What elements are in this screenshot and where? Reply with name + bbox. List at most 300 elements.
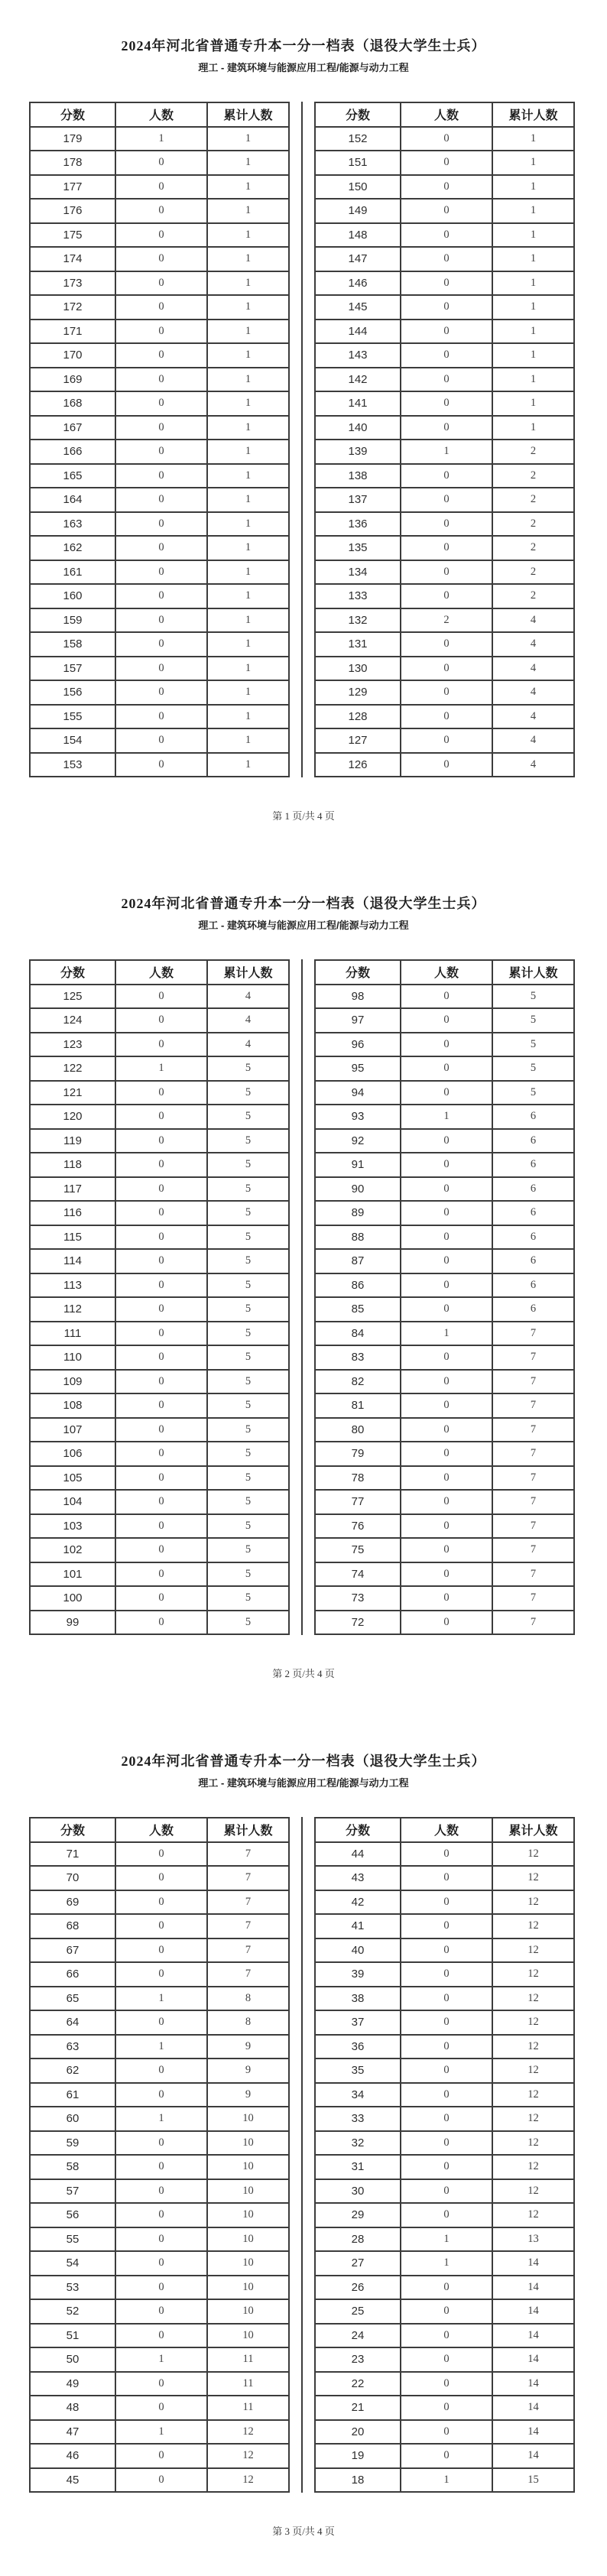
count-cell: 0 [401, 247, 492, 271]
count-cell: 0 [401, 2179, 492, 2204]
count-cell: 0 [401, 584, 492, 608]
table-row [315, 1890, 574, 1915]
score-cell: 140 [315, 416, 401, 440]
score-cell: 116 [30, 1201, 115, 1225]
cumulative-cell: 1 [207, 151, 289, 175]
score-cell: 132 [315, 608, 401, 633]
score-cell: 148 [315, 223, 401, 248]
count-cell: 0 [115, 2299, 207, 2324]
table-row [30, 1914, 289, 1938]
score-cell: 119 [30, 1129, 115, 1153]
cumulative-cell: 5 [207, 1562, 289, 1587]
table-row [30, 1890, 289, 1915]
count-cell: 0 [115, 1273, 207, 1298]
score-cell: 45 [30, 2468, 115, 2493]
cumulative-cell: 12 [492, 1842, 574, 1867]
score-cell: 60 [30, 2107, 115, 2131]
col-header-cumulative: 累计人数 [492, 960, 574, 985]
count-cell: 0 [401, 1153, 492, 1177]
table-row [30, 1008, 289, 1033]
table-row [30, 1105, 289, 1129]
cumulative-cell: 14 [492, 2324, 574, 2348]
score-cell: 48 [30, 2396, 115, 2420]
score-table-left [29, 1817, 290, 2493]
cumulative-cell: 7 [492, 1345, 574, 1370]
score-cell: 105 [30, 1466, 115, 1491]
score-cell: 84 [315, 1322, 401, 1346]
table-row [30, 1586, 289, 1611]
count-cell: 0 [115, 2468, 207, 2493]
page-1 [0, 0, 607, 822]
table-row [315, 2131, 574, 2156]
table-row [30, 127, 289, 151]
score-cell: 30 [315, 2179, 401, 2204]
score-cell: 131 [315, 632, 401, 657]
count-cell: 0 [401, 680, 492, 705]
cumulative-cell: 5 [207, 1611, 289, 1635]
score-cell: 114 [30, 1249, 115, 1273]
count-cell: 0 [115, 1297, 207, 1322]
cumulative-cell: 2 [492, 440, 574, 464]
count-cell: 0 [115, 560, 207, 585]
header-row [30, 102, 289, 127]
score-table-left [29, 102, 290, 777]
table-row [30, 2444, 289, 2468]
table-row [315, 1105, 574, 1129]
table-row [30, 343, 289, 368]
score-cell: 177 [30, 175, 115, 200]
score-cell: 164 [30, 488, 115, 512]
count-cell: 0 [401, 2155, 492, 2179]
table-row [30, 512, 289, 537]
table-row [315, 151, 574, 175]
score-cell: 173 [30, 271, 115, 296]
cumulative-cell: 1 [207, 560, 289, 585]
count-cell: 0 [401, 2276, 492, 2300]
score-cell: 24 [315, 2324, 401, 2348]
cumulative-cell: 5 [207, 1538, 289, 1562]
count-cell: 0 [401, 2131, 492, 2156]
score-cell: 142 [315, 368, 401, 392]
count-cell: 0 [401, 223, 492, 248]
table-row [30, 416, 289, 440]
count-cell: 0 [401, 1056, 492, 1081]
cumulative-cell: 11 [207, 2396, 289, 2420]
cumulative-cell: 9 [207, 2059, 289, 2083]
cumulative-cell: 5 [207, 1490, 289, 1514]
table-row [315, 1938, 574, 1963]
table-row [30, 2107, 289, 2131]
score-cell: 168 [30, 391, 115, 416]
score-cell: 167 [30, 416, 115, 440]
score-cell: 113 [30, 1273, 115, 1298]
table-row [30, 2083, 289, 2107]
score-cell: 36 [315, 2035, 401, 2059]
cumulative-cell: 12 [492, 2155, 574, 2179]
cumulative-cell: 1 [207, 391, 289, 416]
count-cell: 0 [401, 1249, 492, 1273]
table-row [30, 440, 289, 464]
count-cell: 0 [401, 320, 492, 344]
cumulative-cell: 12 [207, 2444, 289, 2468]
score-cell: 87 [315, 1249, 401, 1273]
table-row [315, 1490, 574, 1514]
score-cell: 174 [30, 247, 115, 271]
cumulative-cell: 10 [207, 2299, 289, 2324]
tables-row [29, 959, 575, 1635]
count-cell: 0 [401, 2059, 492, 2083]
table-row [30, 271, 289, 296]
score-cell: 38 [315, 1987, 401, 2011]
table-row [315, 1056, 574, 1081]
count-cell: 0 [115, 1562, 207, 1587]
score-cell: 88 [315, 1225, 401, 1250]
cumulative-cell: 5 [207, 1466, 289, 1491]
cumulative-cell: 5 [207, 1345, 289, 1370]
cumulative-cell: 14 [492, 2299, 574, 2324]
score-cell: 117 [30, 1177, 115, 1202]
cumulative-cell: 11 [207, 2372, 289, 2396]
score-cell: 29 [315, 2203, 401, 2227]
count-cell: 0 [401, 295, 492, 320]
cumulative-cell: 9 [207, 2083, 289, 2107]
count-cell: 1 [115, 2347, 207, 2372]
cumulative-cell: 12 [492, 2179, 574, 2204]
table-row [30, 2276, 289, 2300]
count-cell: 0 [115, 1370, 207, 1394]
count-cell: 0 [115, 2155, 207, 2179]
cumulative-cell: 8 [207, 2010, 289, 2035]
header-row [315, 1818, 574, 1842]
table-row [30, 151, 289, 175]
cumulative-cell: 12 [492, 2107, 574, 2131]
cumulative-cell: 12 [492, 1987, 574, 2011]
table-row [30, 1611, 289, 1635]
score-cell: 115 [30, 1225, 115, 1250]
score-cell: 128 [315, 705, 401, 729]
cumulative-cell: 1 [492, 320, 574, 344]
cumulative-cell: 5 [207, 1177, 289, 1202]
table-row [30, 705, 289, 729]
count-cell: 0 [401, 464, 492, 488]
cumulative-cell: 10 [207, 2276, 289, 2300]
count-cell: 2 [401, 608, 492, 633]
table-row [30, 985, 289, 1009]
count-cell: 0 [401, 1225, 492, 1250]
score-cell: 149 [315, 199, 401, 223]
count-cell: 0 [115, 2131, 207, 2156]
cumulative-cell: 12 [492, 2059, 574, 2083]
score-cell: 43 [315, 1866, 401, 1890]
score-cell: 123 [30, 1033, 115, 1057]
count-cell: 0 [401, 2107, 492, 2131]
count-cell: 0 [115, 2372, 207, 2396]
col-header-score: 分数 [30, 960, 115, 985]
cumulative-cell: 6 [492, 1105, 574, 1129]
count-cell: 1 [115, 1987, 207, 2011]
table-row [315, 1586, 574, 1611]
table-row [315, 2059, 574, 2083]
cumulative-cell: 5 [492, 1056, 574, 1081]
cumulative-cell: 1 [207, 584, 289, 608]
cumulative-cell: 1 [207, 320, 289, 344]
score-cell: 129 [315, 680, 401, 705]
score-cell: 120 [30, 1105, 115, 1129]
count-cell: 0 [401, 1490, 492, 1514]
table-row [30, 1249, 289, 1273]
table-row [30, 680, 289, 705]
count-cell: 0 [401, 2035, 492, 2059]
table-row [30, 1418, 289, 1442]
score-cell: 28 [315, 2227, 401, 2252]
count-cell: 0 [401, 1273, 492, 1298]
cumulative-cell: 12 [492, 1962, 574, 1987]
cumulative-cell: 6 [492, 1129, 574, 1153]
table-row [30, 1201, 289, 1225]
table-row [315, 1345, 574, 1370]
count-cell: 0 [115, 1081, 207, 1105]
count-cell: 1 [401, 2227, 492, 2252]
table-row [315, 2444, 574, 2468]
score-table-right [314, 102, 575, 777]
table-row [315, 1418, 574, 1442]
score-cell: 57 [30, 2179, 115, 2204]
count-cell: 0 [115, 416, 207, 440]
count-cell: 0 [115, 295, 207, 320]
count-cell: 0 [115, 1490, 207, 1514]
table-row [315, 705, 574, 729]
table-row [30, 295, 289, 320]
col-header-score: 分数 [315, 960, 401, 985]
table-row [315, 247, 574, 271]
score-cell: 111 [30, 1322, 115, 1346]
count-cell: 0 [401, 199, 492, 223]
cumulative-cell: 1 [207, 368, 289, 392]
count-cell: 0 [115, 728, 207, 753]
count-cell: 0 [115, 1962, 207, 1987]
col-header-score: 分数 [315, 1818, 401, 1842]
cumulative-cell: 7 [207, 1866, 289, 1890]
table-row [30, 464, 289, 488]
score-cell: 153 [30, 753, 115, 777]
cumulative-cell: 1 [207, 175, 289, 200]
score-cell: 26 [315, 2276, 401, 2300]
score-cell: 176 [30, 199, 115, 223]
cumulative-cell: 7 [492, 1514, 574, 1539]
score-cell: 70 [30, 1866, 115, 1890]
count-cell: 0 [115, 2396, 207, 2420]
count-cell: 0 [401, 1033, 492, 1057]
cumulative-cell: 1 [207, 199, 289, 223]
table-row [30, 488, 289, 512]
count-cell: 0 [401, 2396, 492, 2420]
score-cell: 35 [315, 2059, 401, 2083]
count-cell: 0 [401, 1466, 492, 1491]
count-cell: 1 [115, 2107, 207, 2131]
count-cell: 0 [115, 2276, 207, 2300]
table-row [30, 1962, 289, 1987]
cumulative-cell: 5 [207, 1297, 289, 1322]
cumulative-cell: 1 [492, 295, 574, 320]
cumulative-cell: 14 [492, 2372, 574, 2396]
table-row [315, 1514, 574, 1539]
table-row [30, 2396, 289, 2420]
col-header-count: 人数 [115, 960, 207, 985]
table-row [315, 1538, 574, 1562]
count-cell: 0 [401, 127, 492, 151]
cumulative-cell: 5 [492, 1033, 574, 1057]
score-cell: 147 [315, 247, 401, 271]
cumulative-cell: 5 [207, 1225, 289, 1250]
score-cell: 135 [315, 536, 401, 560]
cumulative-cell: 8 [207, 1987, 289, 2011]
cumulative-cell: 10 [207, 2203, 289, 2227]
cumulative-cell: 4 [492, 632, 574, 657]
score-cell: 61 [30, 2083, 115, 2107]
score-cell: 37 [315, 2010, 401, 2035]
count-cell: 0 [115, 1611, 207, 1635]
score-table-right [314, 959, 575, 1635]
table-row [30, 1370, 289, 1394]
table-row [315, 1033, 574, 1057]
count-cell: 0 [115, 1105, 207, 1129]
cumulative-cell: 7 [207, 1842, 289, 1867]
score-cell: 165 [30, 464, 115, 488]
table-row [315, 536, 574, 560]
cumulative-cell: 1 [492, 343, 574, 368]
count-cell: 0 [401, 2444, 492, 2468]
count-cell: 0 [115, 320, 207, 344]
count-cell: 0 [401, 2203, 492, 2227]
score-cell: 178 [30, 151, 115, 175]
score-cell: 158 [30, 632, 115, 657]
score-cell: 162 [30, 536, 115, 560]
table-row [315, 1393, 574, 1418]
table-row [30, 2324, 289, 2348]
table-row [30, 2420, 289, 2445]
score-cell: 92 [315, 1129, 401, 1153]
table-row [30, 175, 289, 200]
score-cell: 110 [30, 1345, 115, 1370]
count-cell: 0 [401, 512, 492, 537]
score-cell: 25 [315, 2299, 401, 2324]
cumulative-cell: 6 [492, 1225, 574, 1250]
cumulative-cell: 7 [492, 1466, 574, 1491]
table-row [315, 368, 574, 392]
cumulative-cell: 11 [207, 2347, 289, 2372]
count-cell: 0 [401, 753, 492, 777]
cumulative-cell: 6 [492, 1201, 574, 1225]
count-cell: 0 [401, 1987, 492, 2011]
cumulative-cell: 10 [207, 2251, 289, 2276]
cumulative-cell: 1 [492, 247, 574, 271]
table-row [30, 608, 289, 633]
count-cell: 0 [401, 1842, 492, 1867]
tables-divider [301, 102, 303, 777]
col-header-score: 分数 [315, 102, 401, 127]
cumulative-cell: 6 [492, 1249, 574, 1273]
table-row [315, 1225, 574, 1250]
table-row [315, 175, 574, 200]
count-cell: 0 [115, 1538, 207, 1562]
score-cell: 53 [30, 2276, 115, 2300]
count-cell: 0 [115, 1914, 207, 1938]
table-row [30, 1938, 289, 1963]
count-cell: 0 [401, 1129, 492, 1153]
cumulative-cell: 1 [207, 440, 289, 464]
table-row [315, 2276, 574, 2300]
table-row [30, 1345, 289, 1370]
col-header-count: 人数 [401, 1818, 492, 1842]
cumulative-cell: 12 [207, 2420, 289, 2445]
score-cell: 157 [30, 657, 115, 681]
cumulative-cell: 5 [207, 1514, 289, 1539]
table-row [315, 2396, 574, 2420]
count-cell: 0 [115, 632, 207, 657]
count-cell: 0 [115, 1225, 207, 1250]
table-row [315, 1322, 574, 1346]
count-cell: 0 [115, 391, 207, 416]
table-row [30, 247, 289, 271]
cumulative-cell: 1 [207, 247, 289, 271]
table-row [315, 416, 574, 440]
col-header-cumulative: 累计人数 [492, 1818, 574, 1842]
table-row [315, 440, 574, 464]
score-cell: 102 [30, 1538, 115, 1562]
count-cell: 0 [401, 1514, 492, 1539]
score-cell: 85 [315, 1297, 401, 1322]
score-cell: 152 [315, 127, 401, 151]
cumulative-cell: 1 [207, 295, 289, 320]
cumulative-cell: 1 [492, 199, 574, 223]
count-cell: 1 [115, 127, 207, 151]
cumulative-cell: 7 [492, 1611, 574, 1635]
score-cell: 34 [315, 2083, 401, 2107]
score-cell: 145 [315, 295, 401, 320]
page-subtitle: 理工 - 建筑环境与能源应用工程/能源与动力工程 [198, 62, 409, 73]
count-cell: 0 [115, 1177, 207, 1202]
score-cell: 23 [315, 2347, 401, 2372]
table-row [315, 2227, 574, 2252]
count-cell: 0 [401, 271, 492, 296]
count-cell: 0 [115, 368, 207, 392]
count-cell: 0 [401, 1866, 492, 1890]
count-cell: 1 [115, 2035, 207, 2059]
cumulative-cell: 1 [492, 175, 574, 200]
table-row [315, 2372, 574, 2396]
score-cell: 47 [30, 2420, 115, 2445]
cumulative-cell: 2 [492, 464, 574, 488]
count-cell: 0 [115, 488, 207, 512]
cumulative-cell: 6 [492, 1177, 574, 1202]
score-cell: 141 [315, 391, 401, 416]
count-cell: 0 [115, 2444, 207, 2468]
table-row [315, 560, 574, 585]
table-row [30, 1562, 289, 1587]
cumulative-cell: 4 [492, 608, 574, 633]
cumulative-cell: 14 [492, 2396, 574, 2420]
count-cell: 0 [401, 2324, 492, 2348]
count-cell: 0 [401, 2299, 492, 2324]
table-row [315, 584, 574, 608]
count-cell: 0 [115, 512, 207, 537]
cumulative-cell: 5 [207, 1273, 289, 1298]
col-header-count: 人数 [401, 960, 492, 985]
tables-divider [301, 1817, 303, 2493]
col-header-cumulative: 累计人数 [492, 102, 574, 127]
score-cell: 56 [30, 2203, 115, 2227]
cumulative-cell: 5 [207, 1322, 289, 1346]
